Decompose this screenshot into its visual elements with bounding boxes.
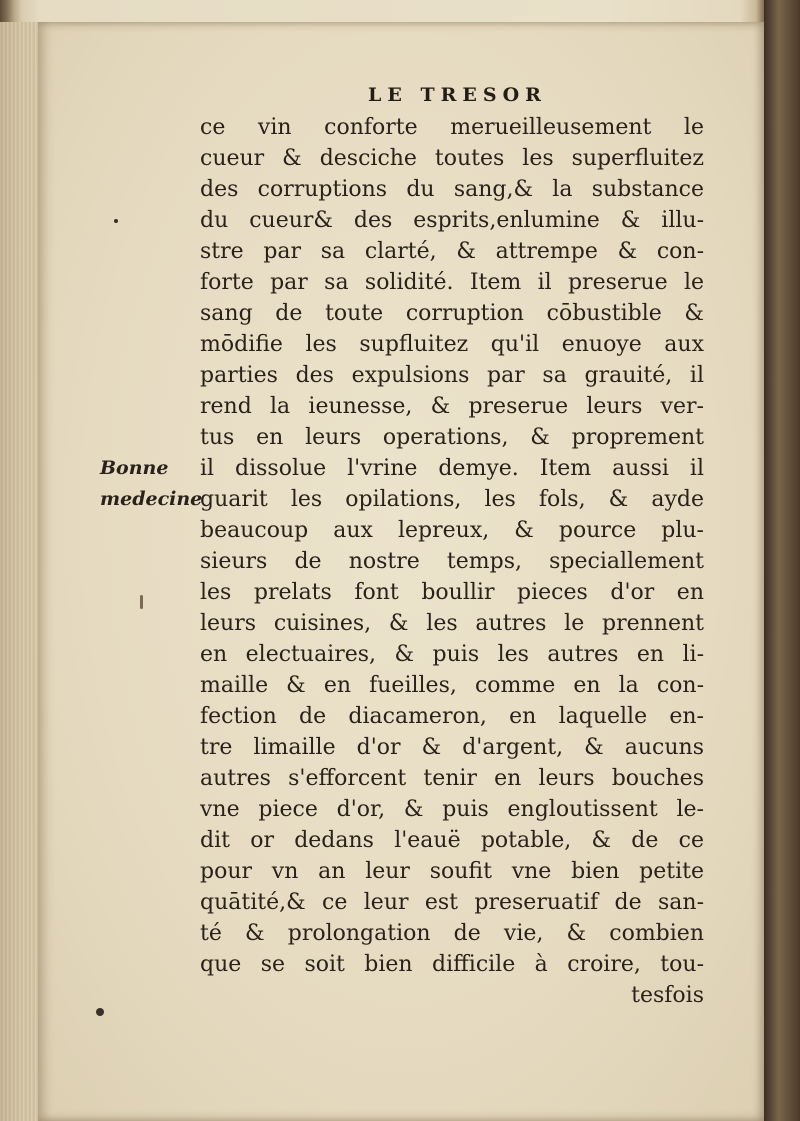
text-line: parties des expulsions par sa grauité, il [200,363,704,388]
ink-blot [96,1008,104,1016]
text-line: stre par sa clarté, & attrempe & con- [200,239,704,264]
text-line: beaucoup aux lepreux, & pource plu- [200,518,704,543]
text-line: té & prolongation de vie, & combien [200,921,704,946]
text-line: des corruptions du sang,& la substance [200,177,704,202]
text-line: les prelats font boullir pieces d'or en [200,580,704,605]
ink-blot [140,595,143,609]
text-line: en electuaires, & puis les autres en li- [200,642,704,667]
text-line: tus en leurs operations, & proprement [200,425,704,450]
text-line: forte par sa solidité. Item il preserue le [200,270,704,295]
text-line: que se soit bien difficile à croire, tou- [200,952,704,977]
body-text [200,112,704,1011]
text-line: fection de diacameron, en laquelle en- [200,704,704,729]
book-spine [764,0,800,1121]
margin-note-line-1: Bonne [100,457,169,479]
text-line: mōdifie les supfluitez qu'il enuoye aux [200,332,704,357]
text-line: sang de toute corruption cōbustible & [200,301,704,326]
margin-note [100,453,203,515]
running-head: LE TRESOR [368,84,547,106]
text-line: guarit les opilations, les fols, & ayde [200,487,704,512]
text-line: leurs cuisines, & les autres le prennent [200,611,704,636]
catchword: tesfois [631,983,704,1008]
text-line: du cueur& des esprits,enlumine & illu- [200,208,704,233]
text-line: tre limaille d'or & d'argent, & aucuns [200,735,704,760]
text-line: quātité,& ce leur est preseruatif de san- [200,890,704,915]
text-line: pour vn an leur soufit vne bien petite [200,859,704,884]
margin-note-line-2: medecine [100,488,203,510]
text-line: ce vin conforte merueilleusement le [200,115,704,140]
text-line: vne piece d'or, & puis engloutissent le- [200,797,704,822]
text-line: cueur & desciche toutes les superfluitez [200,146,704,171]
ink-blot [114,219,118,223]
text-line: rend la ieunesse, & preserue leurs ver- [200,394,704,419]
page-edges [0,22,38,1121]
text-line: maille & en fueilles, comme en la con- [200,673,704,698]
text-line: dit or dedans l'eauë potable, & de ce [200,828,704,853]
text-line: sieurs de nostre temps, speciallement [200,549,704,574]
text-line: autres s'efforcent tenir en leurs bouches [200,766,704,791]
text-line: il dissolue l'vrine demye. Item aussi il [200,456,704,481]
